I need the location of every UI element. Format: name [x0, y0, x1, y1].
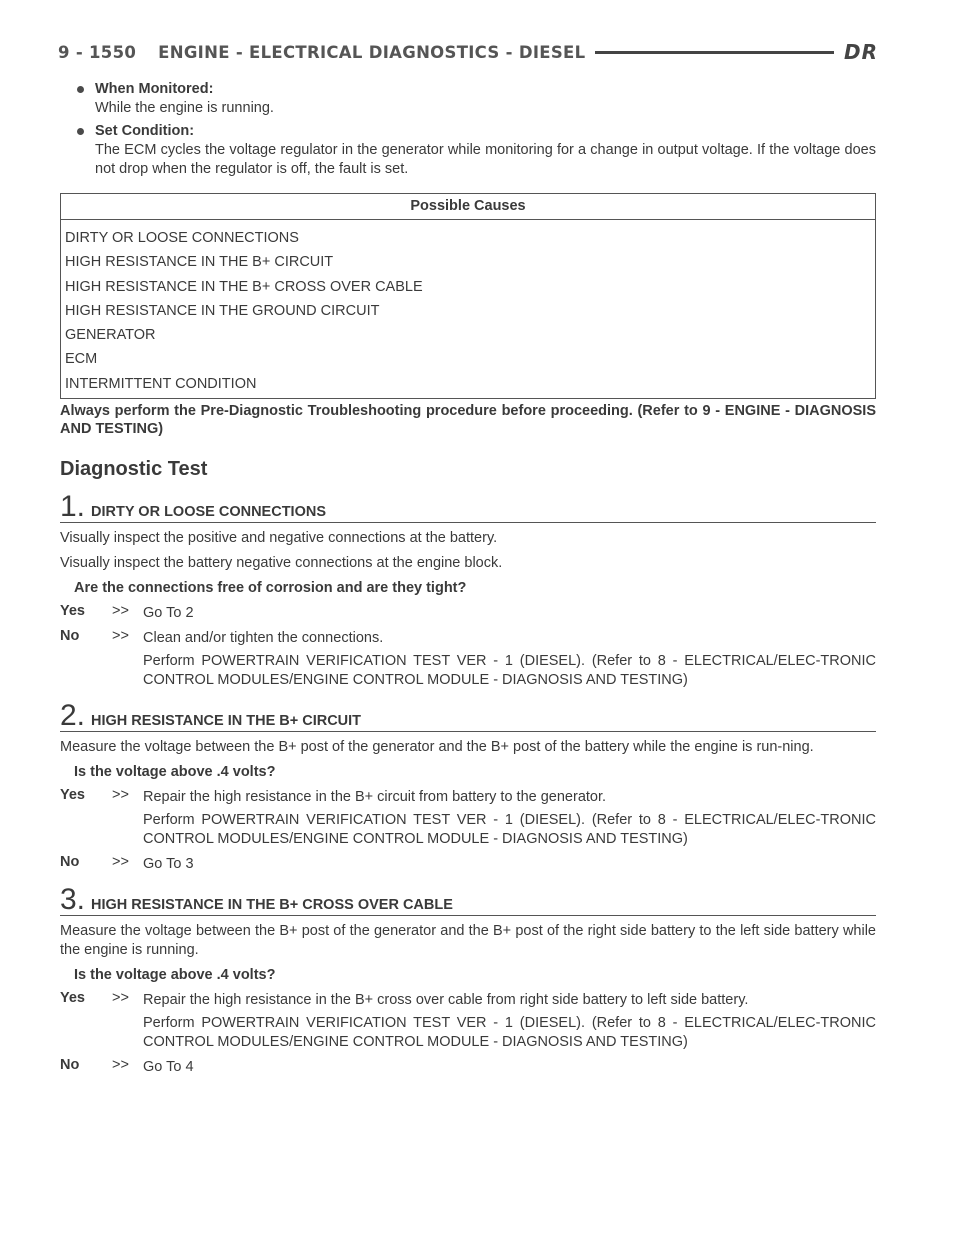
answer-line: Perform POWERTRAIN VERIFICATION TEST VER - 1 (DIESEL). (Refer to 8 - ELECTRICAL/ELEC-TRONIC CONTROL MODULES/ENGINE CONTROL MODULE - DIAGNOSIS AND TESTING)	[143, 812, 876, 848]
answer-line: Repair the high resistance in the B+ cross over cable from right side battery to left side battery.	[143, 992, 749, 1009]
page-number: 9 - 1550	[58, 42, 137, 62]
step-header	[60, 699, 876, 733]
answer-yes	[60, 604, 876, 623]
answer-line: Repair the high resistance in the B+ circuit from battery to the generator.	[143, 789, 607, 806]
test-step-2	[60, 699, 876, 874]
possible-causes-list	[61, 220, 875, 398]
test-step-1	[60, 490, 876, 690]
answer-label: No	[60, 1057, 80, 1074]
arrow-icon: >>	[112, 628, 129, 645]
possible-causes-heading: Possible Causes	[61, 194, 875, 220]
arrow-icon: >>	[112, 1057, 129, 1074]
step-header	[60, 883, 876, 917]
answer-no	[60, 1058, 876, 1077]
step-paragraph: Visually inspect the positive and negative connections at the battery.	[60, 530, 498, 547]
step-paragraph: Visually inspect the battery negative connections at the engine block.	[60, 555, 503, 572]
cause-item: INTERMITTENT CONDITION	[65, 375, 257, 392]
step-title: HIGH RESISTANCE IN THE B+ CROSS OVER CABLE	[91, 897, 453, 914]
step-title: HIGH RESISTANCE IN THE B+ CIRCUIT	[91, 713, 362, 730]
arrow-icon: >>	[112, 854, 129, 871]
answer-label: Yes	[60, 990, 85, 1007]
step-number: 2.	[60, 699, 86, 733]
bullet-dot-icon	[77, 86, 84, 93]
diagnostic-test-heading: Diagnostic Test	[60, 458, 208, 481]
bullet-text: The ECM cycles the voltage regulator in the generator while monitoring for a change in output voltage. If the voltage does not drop when the regulator is off, the fault is set.	[95, 142, 876, 177]
answer-line: Perform POWERTRAIN VERIFICATION TEST VER - 1 (DIESEL). (Refer to 8 - ELECTRICAL/ELEC-TRONIC CONTROL MODULES/ENGINE CONTROL MODULE - DIAGNOSIS AND TESTING)	[143, 1015, 876, 1051]
page-header	[58, 38, 878, 66]
bullet-title: Set Condition:	[95, 123, 195, 139]
step-paragraph: Measure the voltage between the B+ post of the generator and the B+ post of the battery while the engine is run-ning.	[60, 739, 814, 756]
arrow-icon: >>	[112, 787, 129, 804]
cause-item: HIGH RESISTANCE IN THE B+ CROSS OVER CABLE	[65, 278, 423, 295]
step-paragraph: Measure the voltage between the B+ post of the generator and the B+ post of the right side battery to the left side battery while the engine is running.	[60, 923, 876, 959]
step-question: Is the voltage above .4 volts?	[74, 967, 276, 984]
answer-label: No	[60, 628, 80, 645]
test-step-3	[60, 883, 876, 1077]
answer-yes	[60, 788, 876, 849]
section-title: ENGINE - ELECTRICAL DIAGNOSTICS - DIESEL	[158, 42, 586, 62]
answer-label: Yes	[60, 787, 85, 804]
step-question: Are the connections free of corrosion and are they tight?	[74, 580, 467, 597]
model-code: DR	[843, 40, 878, 64]
arrow-icon: >>	[112, 990, 129, 1007]
step-number: 1.	[60, 490, 86, 524]
page-content	[60, 80, 876, 1077]
step-header	[60, 490, 876, 524]
answer-text	[143, 788, 876, 849]
answer-line: Go To 2	[143, 605, 194, 622]
cause-item: ECM	[65, 351, 98, 368]
cause-item: HIGH RESISTANCE IN THE B+ CIRCUIT	[65, 254, 334, 271]
answer-line: Go To 3	[143, 856, 194, 873]
step-question: Is the voltage above .4 volts?	[74, 764, 276, 781]
answer-label: No	[60, 854, 80, 871]
cause-item: GENERATOR	[65, 327, 156, 344]
answer-yes	[60, 991, 876, 1052]
answer-text	[143, 629, 876, 690]
header-rule	[595, 51, 834, 54]
answer-no	[60, 629, 876, 690]
bullet-text: While the engine is running.	[95, 100, 274, 116]
cause-item: DIRTY OR LOOSE CONNECTIONS	[65, 230, 299, 246]
answer-no	[60, 855, 876, 874]
answer-line: Perform POWERTRAIN VERIFICATION TEST VER - 1 (DIESEL). (Refer to 8 - ELECTRICAL/ELEC-TRONIC CONTROL MODULES/ENGINE CONTROL MODULE - DIAGNOSIS AND TESTING)	[143, 653, 876, 689]
possible-causes-table	[60, 193, 876, 399]
bullet-when-monitored	[60, 80, 876, 118]
answer-text	[143, 855, 876, 874]
bullet-dot-icon	[77, 128, 84, 135]
step-title: DIRTY OR LOOSE CONNECTIONS	[91, 504, 327, 521]
answer-text	[143, 1058, 876, 1077]
bullet-title: When Monitored:	[95, 81, 214, 97]
cause-item: HIGH RESISTANCE IN THE GROUND CIRCUIT	[65, 302, 380, 319]
answer-label: Yes	[60, 603, 85, 620]
step-number: 3.	[60, 883, 86, 917]
answer-line: Go To 4	[143, 1059, 194, 1076]
answer-line: Clean and/or tighten the connections.	[143, 630, 384, 647]
answer-text	[143, 604, 876, 623]
bullet-set-condition	[60, 122, 876, 179]
arrow-icon: >>	[112, 603, 129, 620]
answer-text	[143, 991, 876, 1052]
pre-diagnostic-note: Always perform the Pre-Diagnostic Troubleshooting procedure before proceeding. (Refer to 9 - ENGINE - DIAGNOSIS AND TESTING)	[60, 403, 876, 438]
